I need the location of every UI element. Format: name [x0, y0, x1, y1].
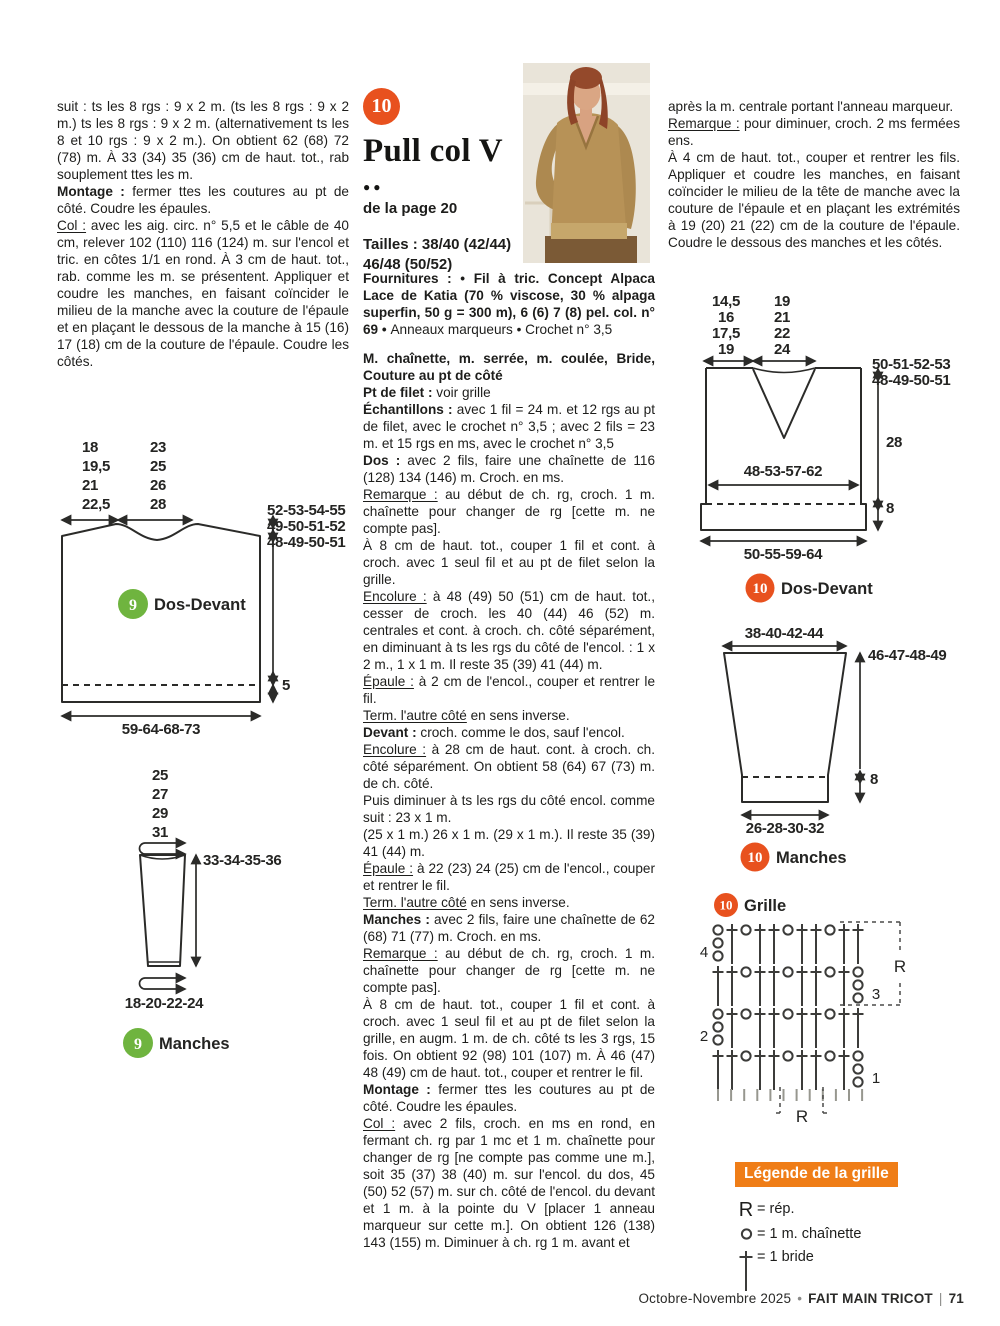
- footer-magazine: FAIT MAIN TRICOT: [808, 1291, 933, 1306]
- footer-bullet: •: [797, 1291, 803, 1306]
- dim-shoulder: 19,5: [82, 458, 110, 475]
- sweater-hem: [551, 223, 627, 239]
- text-segment: à 22 (23) 24 (25) cm de l'encol., couper et rentrer le fil.: [363, 861, 655, 893]
- chain-symbol: [853, 967, 862, 976]
- chart-badge-number: 10: [719, 897, 733, 913]
- paragraph: [57, 98, 349, 183]
- paragraph: [363, 401, 655, 452]
- repeat-symbol: R: [738, 1199, 754, 1221]
- text-segment: fermer ttes les coutures au pt de côté. Coudre les épaules.: [57, 184, 349, 216]
- dim-hem: 5: [282, 677, 291, 694]
- dim-top: 29: [152, 805, 169, 822]
- dim-bottom: 50-55-59-64: [743, 546, 823, 563]
- text-segment: À 8 cm de haut. tot., couper 1 fil et cont. à croch. avec 1 seul fil et au pt de filet selon la grille.: [363, 538, 655, 587]
- schematic-body-10: [660, 280, 990, 610]
- pants: [545, 236, 637, 263]
- chain-symbol: [713, 925, 722, 934]
- schematic-label: Dos-Devant: [781, 580, 873, 598]
- text-segment: Term. l'autre côté: [363, 895, 467, 910]
- sizes-text: Tailles : 38/40 (42/44) 46/48 (50/52): [363, 236, 512, 273]
- page-reference: de la page 20: [363, 200, 458, 217]
- paragraph: [363, 724, 655, 741]
- paragraph: [363, 911, 655, 945]
- difficulty-dots: ●●: [363, 180, 384, 194]
- dim-top: 31: [152, 824, 169, 841]
- text-segment: Term. l'autre côté: [363, 708, 467, 723]
- right-column: [668, 98, 960, 251]
- chart-row-number: 4: [699, 944, 709, 961]
- dim-neck: 25: [150, 458, 167, 475]
- paragraph: [363, 1115, 655, 1251]
- chain-symbol: [825, 925, 834, 934]
- paragraph: [363, 270, 655, 338]
- turning-chain-symbol: [853, 1077, 862, 1086]
- text-segment: Fournitures : • Fil à tric. Concept Alpaca Lace de Katia (70 % viscose, 30 % alpaga superfin, 50 g = 300 m), 6 (6) 7 (8) pel. col. n° 69 •: [363, 271, 655, 337]
- text-segment: avec les aig. circ. n° 5,5 et le câble de 40 cm, relever 102 (110) 116 (124) m. sur l'encol et tric. en côtes 1/1 en rond. À 3 cm de haut. tot., rab. comme les m. se présentent. Appliquer et coudre les manches, en faisant coïncider le milieu de la manche avec la couture de l'épaule et en plaçant le dessous de la manche à 15 (16) 17 (18) cm de la couture de l'épaule. Coudre les côtés.: [57, 218, 349, 369]
- text-segment: Anneaux marqueurs • Crochet n° 3,5: [390, 322, 613, 337]
- text-segment: M. chaînette, m. serrée, m. coulée, Bride, Couture au pt de côté: [363, 351, 655, 383]
- dim-shoulder: 16: [717, 309, 735, 326]
- dim-shoulder: 19: [717, 341, 735, 358]
- text-segment: Épaule :: [363, 861, 414, 876]
- text-segment: avec 1 fil = 24 m. et 12 rgs au pt de filet, avec le crochet n° 3,5 ; avec 2 fils = 23 m. et 15 rgs en ms, avec le crochet n° 3,5: [363, 402, 655, 451]
- turning-chain-symbol: [853, 993, 862, 1002]
- model-photo: [523, 63, 650, 263]
- chain-symbol: [713, 1009, 722, 1018]
- schematic-badge-number: 9: [129, 597, 137, 614]
- paragraph: [668, 149, 960, 251]
- legend-title: Légende de la grille: [735, 1162, 898, 1187]
- paragraph: [363, 1081, 655, 1115]
- legend-entry-chain: [735, 1226, 985, 1242]
- pattern-number-badge: [363, 88, 400, 125]
- paragraph: [363, 894, 655, 911]
- paragraph: [363, 792, 655, 826]
- text-segment: Devant :: [363, 725, 421, 740]
- text-segment: Puis diminuer à ts les rgs du côté encol. comme suit : 23 x 1 m.: [363, 793, 655, 825]
- dim-height: 50-51-52-53: [872, 356, 951, 373]
- text-segment: Échantillons :: [363, 402, 457, 417]
- schematic-body-9: [50, 428, 350, 740]
- chain-symbol: [783, 925, 792, 934]
- schematic-label: Manches: [776, 849, 847, 867]
- chain-symbol: [741, 1051, 750, 1060]
- turning-chain-symbol: [853, 1064, 862, 1073]
- text-segment: Remarque :: [668, 116, 740, 131]
- dim-bottom: 18-20-22-24: [124, 995, 204, 1012]
- turning-chain-symbol: [713, 1022, 722, 1031]
- dim-neck: 28: [150, 496, 167, 513]
- dim-height: 52-53-54-55: [267, 502, 346, 519]
- bride-icon: [735, 1249, 757, 1293]
- text-segment: Col :: [57, 218, 87, 233]
- paragraph: [363, 537, 655, 588]
- paragraph: [363, 741, 655, 792]
- text-segment: Remarque :: [363, 946, 438, 961]
- chain-symbol: [741, 1009, 750, 1018]
- dim-neck: 24: [773, 341, 791, 358]
- text-segment: en sens inverse.: [466, 708, 570, 723]
- turning-chain-symbol: [853, 980, 862, 989]
- text-segment: voir grille: [436, 385, 491, 400]
- text-segment: Encolure :: [363, 742, 427, 757]
- chain-symbol: [825, 1009, 834, 1018]
- turning-chain-symbol: [713, 951, 722, 960]
- text-segment: Pt de filet :: [363, 385, 437, 400]
- article-header: [363, 88, 521, 275]
- repeat-label-bottom: R: [795, 1107, 809, 1126]
- dim-height: 48-49-50-51: [872, 372, 951, 389]
- dim-shoulder: 22,5: [82, 496, 110, 513]
- text-segment: pour diminuer, croch. 2 ms fermées ens.: [668, 116, 960, 148]
- paragraph: [363, 826, 655, 860]
- page-title: Pull col V: [363, 133, 503, 169]
- dim-neck: 19: [773, 293, 791, 310]
- paragraph: [363, 945, 655, 996]
- text-segment: Épaule :: [363, 674, 414, 689]
- dim-hem: 8: [886, 500, 895, 517]
- chart-legend: [735, 1162, 985, 1300]
- chain-symbol: [783, 967, 792, 976]
- left-column: [57, 98, 349, 370]
- text-segment: à 28 cm de haut. cont. à croch. ch. côté séparément. On obtient 58 (64) 67 (73) m. de ch. côté.: [363, 742, 655, 791]
- body-outline: [701, 368, 866, 530]
- legend-entry-text: = rép.: [757, 1201, 795, 1217]
- text-segment: Remarque :: [363, 487, 438, 502]
- paragraph: [363, 350, 655, 384]
- paragraph: [363, 707, 655, 724]
- text-segment: après la m. centrale portant l'anneau marqueur.: [668, 99, 954, 114]
- paragraph: [363, 860, 655, 894]
- dim-top: 25: [152, 767, 169, 784]
- chart-row-number: 3: [871, 986, 881, 1003]
- paragraph: [57, 217, 349, 370]
- schematic-badge-number: 10: [747, 850, 763, 866]
- sleeve-outline: [724, 653, 846, 802]
- chart-symbols: [700, 924, 880, 1101]
- dim-top: 27: [152, 786, 169, 803]
- dim-shoulder: 14,5: [712, 293, 740, 310]
- text-segment: fermer ttes les coutures au pt de côté. Coudre les épaules.: [363, 1082, 655, 1114]
- footer-page-number: 71: [948, 1291, 964, 1306]
- turning-chain-symbol: [713, 1035, 722, 1044]
- text-segment: à 2 cm de l'encol., couper et rentrer le fil.: [363, 674, 655, 706]
- text-segment: en sens inverse.: [466, 895, 570, 910]
- chain-icon: [735, 1226, 757, 1240]
- repeat-box-top: [840, 922, 900, 1005]
- chain-symbol: [783, 1009, 792, 1018]
- dim-shoulder: 21: [82, 477, 99, 494]
- text-segment: suit : ts les 8 rgs : 9 x 2 m. (ts les 8 rgs : 9 x 2 m.) ts les 8 rgs : 9 x 2 m. (alternativement ts les 8 et 10 rgs : 9 x 2 m.). On obtient 62 (68) 72 (78) m. À 33 (34) 35 (36) cm de haut. tot., rab souplement ttes les m.: [57, 99, 349, 182]
- paragraph: [363, 588, 655, 673]
- legend-entry-text: = 1 m. chaînette: [757, 1226, 862, 1242]
- text-segment: au début de ch. rg, croch. 1 m. chaînette pour changer de rg [cette m. ne compte pas].: [363, 487, 655, 536]
- dim-bottom: 59-64-68-73: [121, 721, 201, 738]
- page-footer: [638, 1291, 964, 1306]
- dim-height: 46-47-48-49: [868, 647, 947, 664]
- text-segment: avec 2 fils, croch. en ms en rond, en fermant ch. rg par 1 mc et 1 m. chaînette pour changer de rg [ne compte pas comme une m.], soit 35 (37) 38 (40) m. sur l'encol. du dos, 45 (50) 52 (57) m. sur ch. côté de l'encol. du devant et 1 m. à la pointe du V [placer 1 anneau marqueur sur cette m.]. On obtient 126 (138) 143 (155) m. Diminuer à ch. rg 1 m. avant et: [363, 1116, 656, 1250]
- center-column: [363, 270, 655, 1251]
- dim-inner-width: 48-53-57-62: [743, 463, 823, 480]
- dim-neck: 26: [150, 477, 167, 494]
- dim-mid-height: 28: [886, 434, 903, 451]
- text-segment: Col :: [363, 1116, 396, 1131]
- text-segment: au début de ch. rg, croch. 1 m. chaînette pour changer de rg [cette m. ne compte pas].: [363, 946, 655, 995]
- chain-symbol: [825, 1051, 834, 1060]
- text-segment: croch. comme le dos, sauf l'encol.: [420, 725, 625, 740]
- paragraph: [363, 996, 655, 1081]
- paragraph: [363, 452, 655, 486]
- dim-top: 38-40-42-44: [744, 625, 824, 642]
- footer-divider: |: [938, 1291, 943, 1306]
- paragraph: [668, 98, 960, 115]
- text-segment: Dos :: [363, 453, 408, 468]
- schematic-label: Dos-Devant: [154, 596, 246, 614]
- text-segment: Montage :: [57, 184, 133, 199]
- schematic-sleeve-9: [90, 758, 330, 1070]
- paragraph: [57, 183, 349, 217]
- schematic-label: Manches: [159, 1035, 230, 1053]
- text-segment: À 8 cm de haut. tot., couper 1 fil et cont. à croch. avec 1 seul fil et au pt de filet selon la grille, en augm. 1 m. de ch. côté ts les 3 rgs, 15 fois. On obtient 92 (98) 101 (107) m. À 46 (47) 48 (49) cm de haut. tot., couper et rentrer le fil.: [363, 997, 655, 1080]
- text-segment: Montage :: [363, 1082, 439, 1097]
- text-segment: À 4 cm de haut. tot., couper et rentrer les fils. Appliquer et coudre les manches, en faisant coïncider le milieu de la tête de manche avec la couture de l'épaule et en plaçant les extrémités à 19 (20) 21 (22) cm de la couture de l'épaule. Coudre le dessous des manches et les côtés.: [668, 150, 960, 250]
- dim-bottom: 26-28-30-32: [745, 820, 825, 837]
- dim-height: 33-34-35-36: [203, 852, 282, 869]
- chain-symbol: [783, 1051, 792, 1060]
- repeat-label-top: R: [893, 957, 907, 976]
- paragraph: [363, 486, 655, 537]
- turning-chain-symbol: [713, 938, 722, 947]
- v-neck-lines: [753, 369, 815, 438]
- chart-row-number: 2: [699, 1028, 709, 1045]
- crochet-chart: [688, 893, 988, 1143]
- paragraph: [363, 673, 655, 707]
- dim-neck: 21: [773, 309, 791, 326]
- chain-symbol: [853, 1051, 862, 1060]
- paragraph: [668, 115, 960, 149]
- footer-issue: Octobre-Novembre 2025: [638, 1291, 792, 1306]
- chain-symbol: [741, 967, 750, 976]
- paragraph: [363, 384, 655, 401]
- legend-entry-text: = 1 bride: [757, 1249, 814, 1265]
- dim-shoulder: 17,5: [712, 325, 740, 342]
- schematic-badge-number: 9: [134, 1036, 142, 1053]
- text-segment: à 48 (49) 50 (51) cm de haut. tot., cesser de croch. les 40 (44) 46 (52) m. centrales et cont. à croch. ch. côté séparément, en diminuant à ts les rgs du côté de l'encol. : 1 x 2 m., 1 x 1 m. Il reste 35 (39) 41 (44) m.: [363, 589, 655, 672]
- text-segment: (25 x 1 m.) 26 x 1 m. (29 x 1 m.). Il reste 35 (39) 41 (44) m.: [363, 827, 655, 859]
- legend-entry-bride: [735, 1249, 985, 1293]
- schematic-badge-number: 10: [752, 581, 768, 597]
- dim-shoulder: 18: [82, 439, 99, 456]
- dim-height: 49-50-51-52: [267, 518, 346, 535]
- chain-symbol: [825, 967, 834, 976]
- legend-entry-repeat: [735, 1201, 985, 1219]
- dim-hem: 8: [870, 771, 879, 788]
- sleeve-outline: [140, 855, 185, 966]
- dim-height: 48-49-50-51: [267, 534, 346, 551]
- dim-neck: 22: [773, 325, 791, 342]
- text-segment: avec 2 fils, faire une chaînette de 62 (68) 71 (77) m. Croch. en ms.: [363, 912, 655, 944]
- text-segment: Encolure :: [363, 589, 427, 604]
- pattern-number: 10: [371, 95, 392, 117]
- chart-row-number: 1: [871, 1070, 881, 1087]
- schematic-sleeve-10: [660, 612, 995, 880]
- dim-neck: 23: [150, 439, 167, 456]
- text-segment: Manches :: [363, 912, 434, 927]
- neck-curve: [753, 368, 815, 373]
- text-segment: avec 2 fils, faire une chaînette de 116 (128) 134 (146) m. Croch. en ms.: [363, 453, 656, 485]
- chain-symbol: [741, 925, 750, 934]
- chart-label: Grille: [744, 897, 787, 915]
